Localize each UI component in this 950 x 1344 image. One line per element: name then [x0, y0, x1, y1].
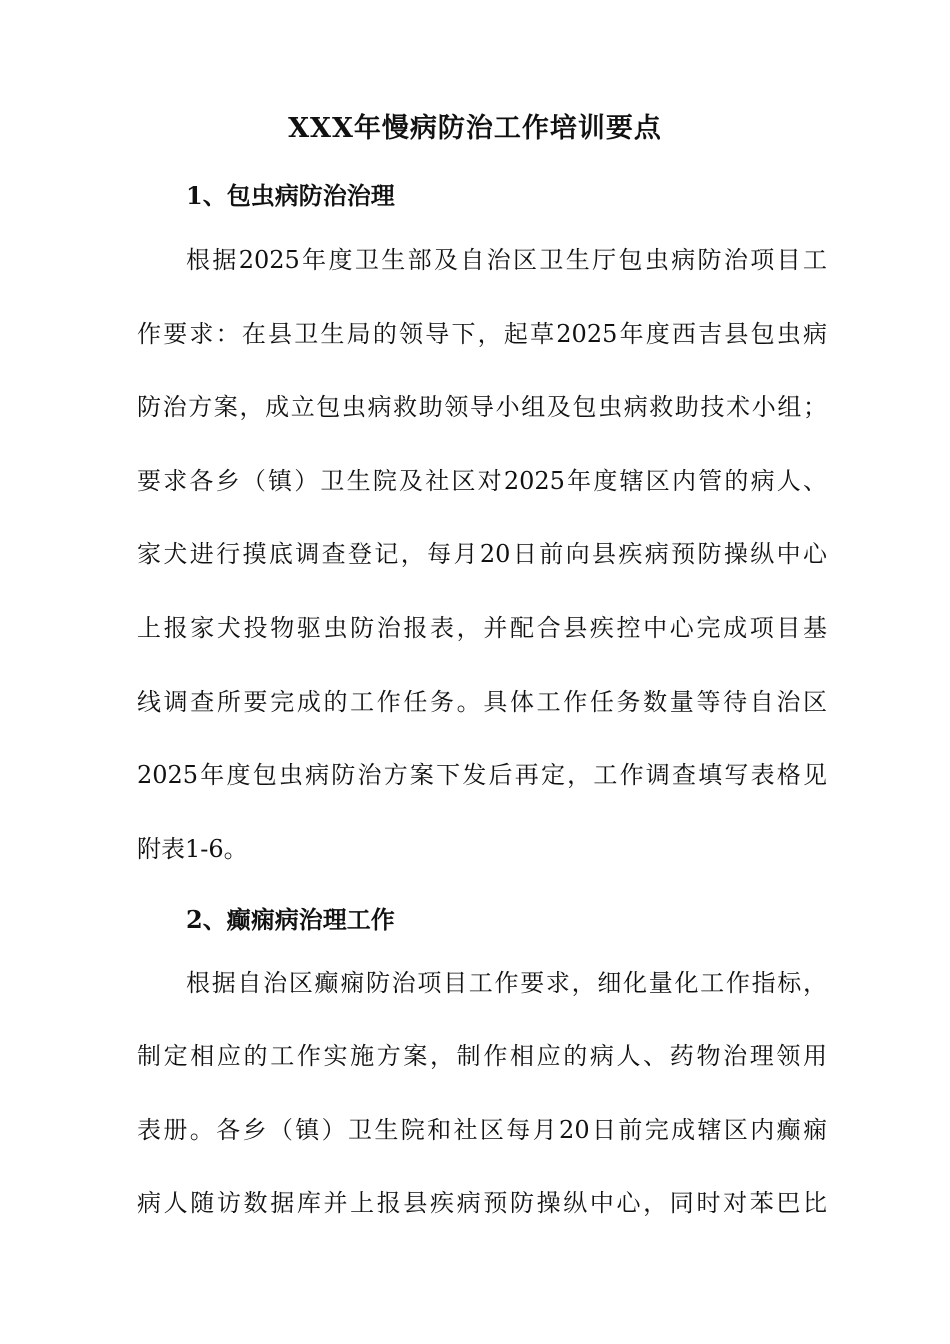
paragraph-line: 上报家犬投物驱虫防治报表，并配合县疾控中心完成项目基 — [137, 614, 827, 642]
section-heading-epilepsy: 2、癫痫病治理工作 — [186, 905, 395, 934]
paragraph-line: 附表1-6。 — [137, 835, 248, 863]
document-title: XXX年慢病防治工作培训要点 — [288, 113, 662, 144]
paragraph-line: 根据2025年度卫生部及自治区卫生厅包虫病防治项目工 — [186, 246, 827, 274]
paragraph-line: 表册。各乡（镇）卫生院和社区每月20日前完成辖区内癫痫 — [137, 1116, 827, 1144]
paragraph-line: 根据自治区癫痫防治项目工作要求，细化量化工作指标， — [186, 969, 827, 997]
section-heading-echinococcosis: 1、包虫病防治治理 — [186, 181, 395, 210]
paragraph-line: 作要求：在县卫生局的领导下，起草2025年度西吉县包虫病 — [137, 320, 827, 348]
paragraph-line: 防治方案，成立包虫病救助领导小组及包虫病救助技术小组； — [137, 393, 827, 421]
paragraph-line: 要求各乡（镇）卫生院及社区对2025年度辖区内管的病人、 — [137, 467, 827, 495]
paragraph-line: 线调查所要完成的工作任务。具体工作任务数量等待自治区 — [137, 688, 827, 716]
paragraph-line: 2025年度包虫病防治方案下发后再定，工作调查填写表格见 — [137, 761, 827, 789]
paragraph-line: 家犬进行摸底调查登记，每月20日前向县疾病预防操纵中心 — [137, 540, 827, 568]
paragraph-line: 制定相应的工作实施方案，制作相应的病人、药物治理领用 — [137, 1042, 827, 1070]
paragraph-line: 病人随访数据库并上报县疾病预防操纵中心，同时对苯巴比 — [137, 1189, 827, 1217]
